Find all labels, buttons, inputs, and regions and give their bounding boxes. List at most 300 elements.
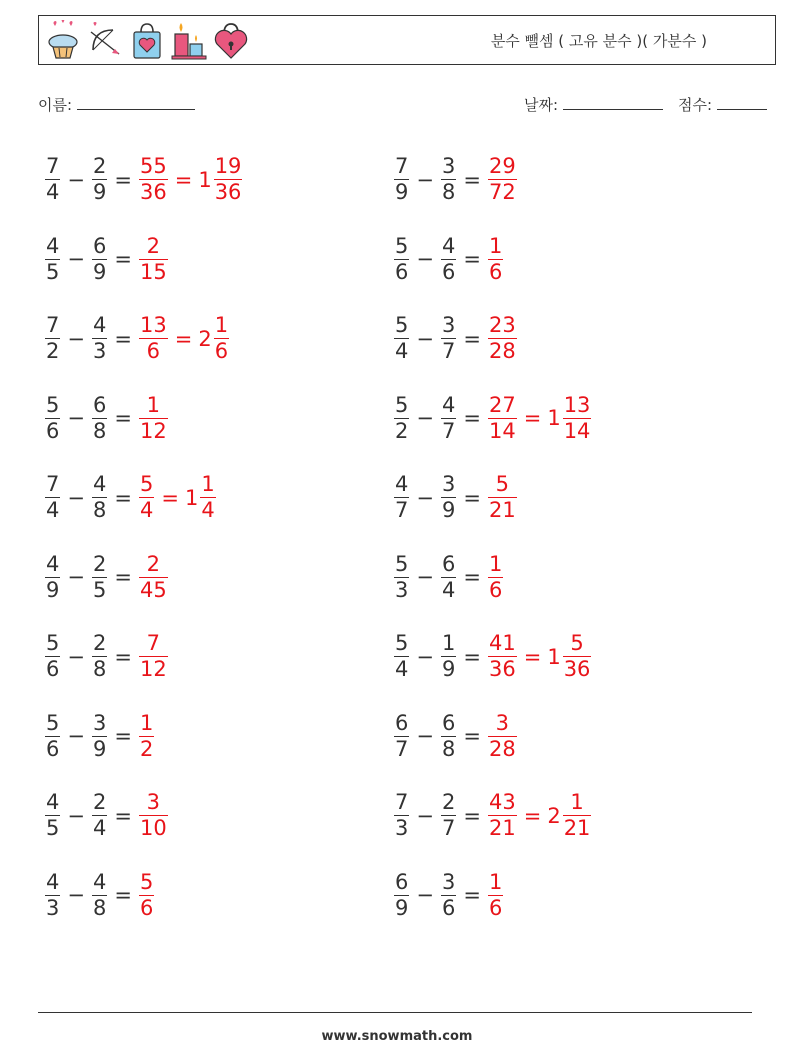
minus-sign: − <box>67 724 85 749</box>
numerator: 6 <box>441 551 456 576</box>
minus-sign: − <box>416 326 434 351</box>
numerator: 5 <box>46 631 60 656</box>
minuend-fraction <box>394 633 409 680</box>
numerator: 5 <box>139 869 154 894</box>
mixed-whole: 1 <box>184 485 199 510</box>
answer-fraction <box>139 710 154 761</box>
problem-row <box>44 538 243 618</box>
equals-sign: = <box>114 485 132 510</box>
equals-sign: = <box>114 247 132 272</box>
subtrahend-fraction <box>441 315 456 362</box>
numerator: 7 <box>46 313 60 338</box>
answer <box>487 474 518 521</box>
denominator: 4 <box>46 180 60 205</box>
mixed-fraction <box>214 156 243 203</box>
numerator: 1 <box>488 551 503 576</box>
minuend-fraction <box>45 869 60 920</box>
numerator: 7 <box>46 154 60 179</box>
denominator: 8 <box>92 895 107 920</box>
numerator: 5 <box>495 472 510 497</box>
problem-row <box>44 697 243 777</box>
equals-sign: = <box>174 326 193 351</box>
cupid-bow-icon <box>87 20 123 60</box>
denominator: 4 <box>395 657 409 682</box>
footer-divider <box>38 1012 752 1013</box>
equals-sign: = <box>114 565 132 590</box>
denominator: 28 <box>488 339 516 364</box>
equals-sign: = <box>463 247 481 272</box>
subtrahend-fraction <box>92 792 107 839</box>
answer-fraction <box>139 792 168 839</box>
answer <box>487 551 504 602</box>
subtrahend-fraction <box>441 156 456 203</box>
numerator: 2 <box>146 551 161 576</box>
denominator: 45 <box>139 577 167 602</box>
denominator: 3 <box>46 895 60 920</box>
answer-fraction <box>488 710 517 761</box>
equals-sign: = <box>114 803 132 828</box>
numerator: 1 <box>570 790 584 815</box>
denominator: 21 <box>488 816 516 841</box>
minus-sign: − <box>416 644 434 669</box>
denominator: 36 <box>139 180 167 205</box>
answer-fraction <box>488 551 503 602</box>
answer-fraction <box>139 233 168 284</box>
denominator: 9 <box>395 895 409 920</box>
mixed-whole: 1 <box>198 167 212 192</box>
numerator: 4 <box>92 869 107 894</box>
answer <box>487 869 504 920</box>
mixed-fraction <box>200 474 215 521</box>
date-field <box>524 94 663 115</box>
minus-sign: − <box>67 883 85 908</box>
answer <box>138 869 155 920</box>
subtrahend-fraction <box>441 551 456 602</box>
minus-sign: − <box>67 485 85 510</box>
answer-fraction <box>139 551 168 602</box>
numerator: 1 <box>201 472 215 497</box>
equals-sign: = <box>114 724 132 749</box>
numerator: 6 <box>395 710 409 735</box>
denominator: 8 <box>92 498 107 523</box>
problem-row <box>393 379 592 459</box>
numerator: 4 <box>92 313 107 338</box>
minus-sign: − <box>416 247 434 272</box>
subtrahend-fraction <box>441 233 456 284</box>
equals-sign: = <box>114 167 132 192</box>
minus-sign: − <box>416 724 434 749</box>
denominator: 6 <box>395 259 409 284</box>
answer-fraction <box>139 392 168 443</box>
denominator: 6 <box>139 895 154 920</box>
minus-sign: − <box>67 565 85 590</box>
answer-fraction <box>139 315 168 362</box>
numerator: 2 <box>92 790 107 815</box>
numerator: 3 <box>92 710 107 735</box>
numerator: 5 <box>395 551 409 576</box>
answer <box>487 633 592 680</box>
minus-sign: − <box>416 883 434 908</box>
answer <box>138 156 243 203</box>
numerator: 7 <box>146 631 161 656</box>
answer-fraction <box>139 156 168 203</box>
problem-row <box>44 856 243 936</box>
denominator: 9 <box>92 736 107 761</box>
numerator: 2 <box>92 551 107 576</box>
numerator: 6 <box>441 710 456 735</box>
denominator: 7 <box>441 816 456 841</box>
numerator: 13 <box>139 313 167 338</box>
minuend-fraction <box>45 710 60 761</box>
subtrahend-fraction <box>92 156 107 203</box>
answer <box>138 633 169 680</box>
answer <box>487 392 592 443</box>
denominator: 2 <box>46 339 60 364</box>
denominator: 4 <box>441 577 456 602</box>
denominator: 6 <box>139 338 168 362</box>
answer-fraction <box>139 474 154 521</box>
answer-fraction <box>488 156 517 203</box>
denominator: 6 <box>441 259 456 284</box>
mixed-fraction <box>563 792 592 839</box>
minuend-fraction <box>45 315 60 362</box>
problem-row <box>44 776 243 856</box>
equals-sign: = <box>463 644 481 669</box>
answer-fraction <box>139 869 154 920</box>
answer-fraction <box>488 869 503 920</box>
candles-icon <box>171 20 207 60</box>
denominator: 7 <box>395 498 409 523</box>
denominator: 14 <box>563 418 591 443</box>
cupcake-icon <box>45 20 81 60</box>
minuend-fraction <box>45 633 60 680</box>
answer <box>138 551 169 602</box>
minuend-fraction <box>394 392 409 443</box>
numerator: 5 <box>395 313 409 338</box>
denominator: 6 <box>441 895 456 920</box>
subtrahend-fraction <box>92 233 107 284</box>
denominator: 21 <box>488 498 516 523</box>
minus-sign: − <box>67 644 85 669</box>
problem-row <box>44 220 243 300</box>
subtrahend-fraction <box>441 792 456 839</box>
denominator: 72 <box>488 180 516 205</box>
minuend-fraction <box>394 551 409 602</box>
equals-sign: = <box>523 406 542 431</box>
answer <box>138 792 169 839</box>
denominator: 3 <box>92 339 107 364</box>
minuend-fraction <box>45 156 60 203</box>
numerator: 43 <box>488 790 516 815</box>
minus-sign: − <box>416 406 434 431</box>
problem-row <box>393 220 592 300</box>
equals-sign: = <box>114 644 132 669</box>
answer <box>138 233 169 284</box>
denominator: 14 <box>488 418 516 443</box>
numerator: 5 <box>139 472 154 497</box>
denominator: 4 <box>139 498 154 523</box>
numerator: 2 <box>146 233 161 258</box>
answer-fraction <box>488 792 517 839</box>
minuend-fraction <box>45 474 60 521</box>
problem-row <box>44 379 243 459</box>
denominator: 3 <box>395 577 409 602</box>
answer-fraction <box>488 474 517 521</box>
numerator: 1 <box>139 710 154 735</box>
numerator: 4 <box>441 233 456 258</box>
equals-sign: = <box>463 883 481 908</box>
denominator: 9 <box>92 180 107 205</box>
numerator: 1 <box>488 233 503 258</box>
equals-sign: = <box>114 406 132 431</box>
problem-column-right <box>393 140 592 935</box>
footer-url: www.snowmath.com <box>321 1029 473 1044</box>
denominator: 5 <box>92 577 107 602</box>
denominator: 7 <box>395 736 409 761</box>
minuend-fraction <box>394 156 409 203</box>
subtrahend-fraction <box>441 869 456 920</box>
minuend-fraction <box>394 869 409 920</box>
numerator: 3 <box>441 869 456 894</box>
denominator: 7 <box>441 339 456 364</box>
numerator: 4 <box>46 233 60 258</box>
denominator: 36 <box>488 657 516 682</box>
numerator: 13 <box>563 392 591 417</box>
minuend-fraction <box>394 792 409 839</box>
numerator: 4 <box>92 472 107 497</box>
answer-fraction <box>139 633 168 680</box>
denominator: 4 <box>201 498 215 523</box>
answer-fraction <box>488 633 517 680</box>
problem-row <box>393 856 592 936</box>
worksheet-header <box>38 15 776 65</box>
subtrahend-fraction <box>441 633 456 680</box>
equals-sign: = <box>463 485 481 510</box>
equals-sign: = <box>463 326 481 351</box>
mixed-fraction <box>214 315 229 362</box>
mixed-whole: 1 <box>547 644 561 669</box>
mixed-whole: 2 <box>547 803 561 828</box>
minuend-fraction <box>45 392 60 443</box>
numerator: 5 <box>395 392 409 417</box>
problem-row <box>393 299 592 379</box>
numerator: 1 <box>214 313 229 338</box>
header-icons <box>45 20 249 60</box>
denominator: 36 <box>563 657 591 682</box>
denominator: 9 <box>441 498 456 523</box>
denominator: 5 <box>46 816 60 841</box>
answer-fraction <box>488 315 517 362</box>
denominator: 9 <box>92 259 107 284</box>
minus-sign: − <box>67 406 85 431</box>
problem-row <box>44 617 243 697</box>
answer <box>138 710 155 761</box>
minuend-fraction <box>394 233 409 284</box>
numerator: 1 <box>146 392 161 417</box>
answer <box>138 392 169 443</box>
equals-sign: = <box>161 485 179 510</box>
problem-row <box>393 140 592 220</box>
subtrahend-fraction <box>441 392 456 443</box>
denominator: 5 <box>46 259 60 284</box>
answer <box>487 156 518 203</box>
subtrahend-fraction <box>92 869 107 920</box>
denominator: 8 <box>92 657 107 682</box>
minus-sign: − <box>67 247 85 272</box>
numerator: 5 <box>46 392 60 417</box>
numerator: 4 <box>395 472 409 497</box>
minus-sign: − <box>416 565 434 590</box>
minuend-fraction <box>45 551 60 602</box>
denominator: 28 <box>488 736 516 761</box>
numerator: 23 <box>488 313 516 338</box>
problem-row <box>393 617 592 697</box>
equals-sign: = <box>114 326 132 351</box>
equals-sign: = <box>523 644 542 669</box>
denominator: 9 <box>46 577 60 602</box>
equals-sign: = <box>463 565 481 590</box>
date-label: 날짜: <box>524 96 559 114</box>
denominator: 10 <box>139 816 167 841</box>
answer <box>487 233 504 284</box>
subtrahend-fraction <box>441 710 456 761</box>
numerator: 7 <box>395 790 409 815</box>
equals-sign: = <box>463 724 481 749</box>
equals-sign: = <box>463 167 481 192</box>
denominator: 15 <box>139 259 167 284</box>
numerator: 6 <box>92 392 107 417</box>
minuend-fraction <box>394 315 409 362</box>
answer <box>487 710 518 761</box>
worksheet-title: 분수 뺄셈 ( 고유 분수 )( 가분수 ) <box>490 32 707 50</box>
score-field <box>678 94 767 115</box>
numerator: 29 <box>488 154 516 179</box>
equals-sign: = <box>463 406 481 431</box>
date-blank <box>563 95 663 110</box>
score-blank <box>717 95 767 110</box>
numerator: 2 <box>92 154 107 179</box>
numerator: 5 <box>570 631 584 656</box>
minuend-fraction <box>394 710 409 761</box>
subtrahend-fraction <box>92 392 107 443</box>
numerator: 6 <box>395 869 409 894</box>
problem-row <box>44 299 243 379</box>
subtrahend-fraction <box>92 551 107 602</box>
numerator: 3 <box>495 710 510 735</box>
denominator: 4 <box>92 816 107 841</box>
problem-row <box>393 776 592 856</box>
mixed-whole: 1 <box>547 406 561 431</box>
numerator: 7 <box>46 472 60 497</box>
numerator: 5 <box>395 631 409 656</box>
denominator: 6 <box>46 736 60 761</box>
equals-sign: = <box>114 883 132 908</box>
heart-lock-icon <box>213 20 249 60</box>
denominator: 4 <box>395 339 409 364</box>
numerator: 3 <box>441 313 456 338</box>
equals-sign: = <box>523 803 542 828</box>
minus-sign: − <box>416 803 434 828</box>
subtrahend-fraction <box>441 474 456 521</box>
numerator: 19 <box>214 154 242 179</box>
mixed-whole: 2 <box>198 326 212 351</box>
denominator: 4 <box>46 498 60 523</box>
name-blank <box>77 95 195 110</box>
numerator: 3 <box>441 472 456 497</box>
numerator: 27 <box>488 392 516 417</box>
denominator: 21 <box>563 816 591 841</box>
minus-sign: − <box>416 485 434 510</box>
answer <box>487 792 592 839</box>
problem-row <box>393 538 592 618</box>
numerator: 6 <box>92 233 107 258</box>
numerator: 5 <box>46 710 60 735</box>
denominator: 6 <box>46 418 60 443</box>
equals-sign: = <box>174 167 193 192</box>
denominator: 2 <box>395 418 409 443</box>
name-field <box>38 94 195 115</box>
shopping-bag-heart-icon <box>129 20 165 60</box>
problem-row <box>44 458 243 538</box>
subtrahend-fraction <box>92 315 107 362</box>
name-label: 이름: <box>38 96 73 114</box>
minus-sign: − <box>416 167 434 192</box>
numerator: 55 <box>139 154 167 179</box>
answer-fraction <box>488 233 503 284</box>
denominator: 6 <box>214 339 229 364</box>
denominator: 6 <box>46 657 60 682</box>
subtrahend-fraction <box>92 710 107 761</box>
numerator: 41 <box>488 631 516 656</box>
mixed-fraction <box>563 392 592 443</box>
problem-row <box>393 458 592 538</box>
numerator: 7 <box>395 154 409 179</box>
mixed-fraction <box>563 633 592 680</box>
numerator: 5 <box>395 233 409 258</box>
denominator: 8 <box>441 736 456 761</box>
minuend-fraction <box>394 474 409 521</box>
denominator: 6 <box>488 259 503 284</box>
denominator: 8 <box>441 180 456 205</box>
numerator: 3 <box>441 154 456 179</box>
minus-sign: − <box>67 803 85 828</box>
denominator: 2 <box>139 736 154 761</box>
answer <box>138 474 217 521</box>
score-label: 점수: <box>678 96 713 114</box>
subtrahend-fraction <box>92 474 107 521</box>
denominator: 8 <box>92 418 107 443</box>
minus-sign: − <box>67 167 85 192</box>
denominator: 36 <box>214 180 242 205</box>
denominator: 12 <box>139 657 167 682</box>
problem-row <box>393 697 592 777</box>
numerator: 4 <box>46 790 60 815</box>
subtrahend-fraction <box>92 633 107 680</box>
denominator: 9 <box>441 657 456 682</box>
denominator: 12 <box>139 418 167 443</box>
numerator: 2 <box>92 631 107 656</box>
problem-column-left <box>44 140 243 935</box>
minuend-fraction <box>45 233 60 284</box>
numerator: 4 <box>46 869 60 894</box>
denominator: 6 <box>488 895 503 920</box>
answer <box>138 315 230 362</box>
minus-sign: − <box>67 326 85 351</box>
numerator: 4 <box>441 392 456 417</box>
denominator: 9 <box>395 180 409 205</box>
answer <box>487 315 518 362</box>
numerator: 1 <box>441 631 456 656</box>
